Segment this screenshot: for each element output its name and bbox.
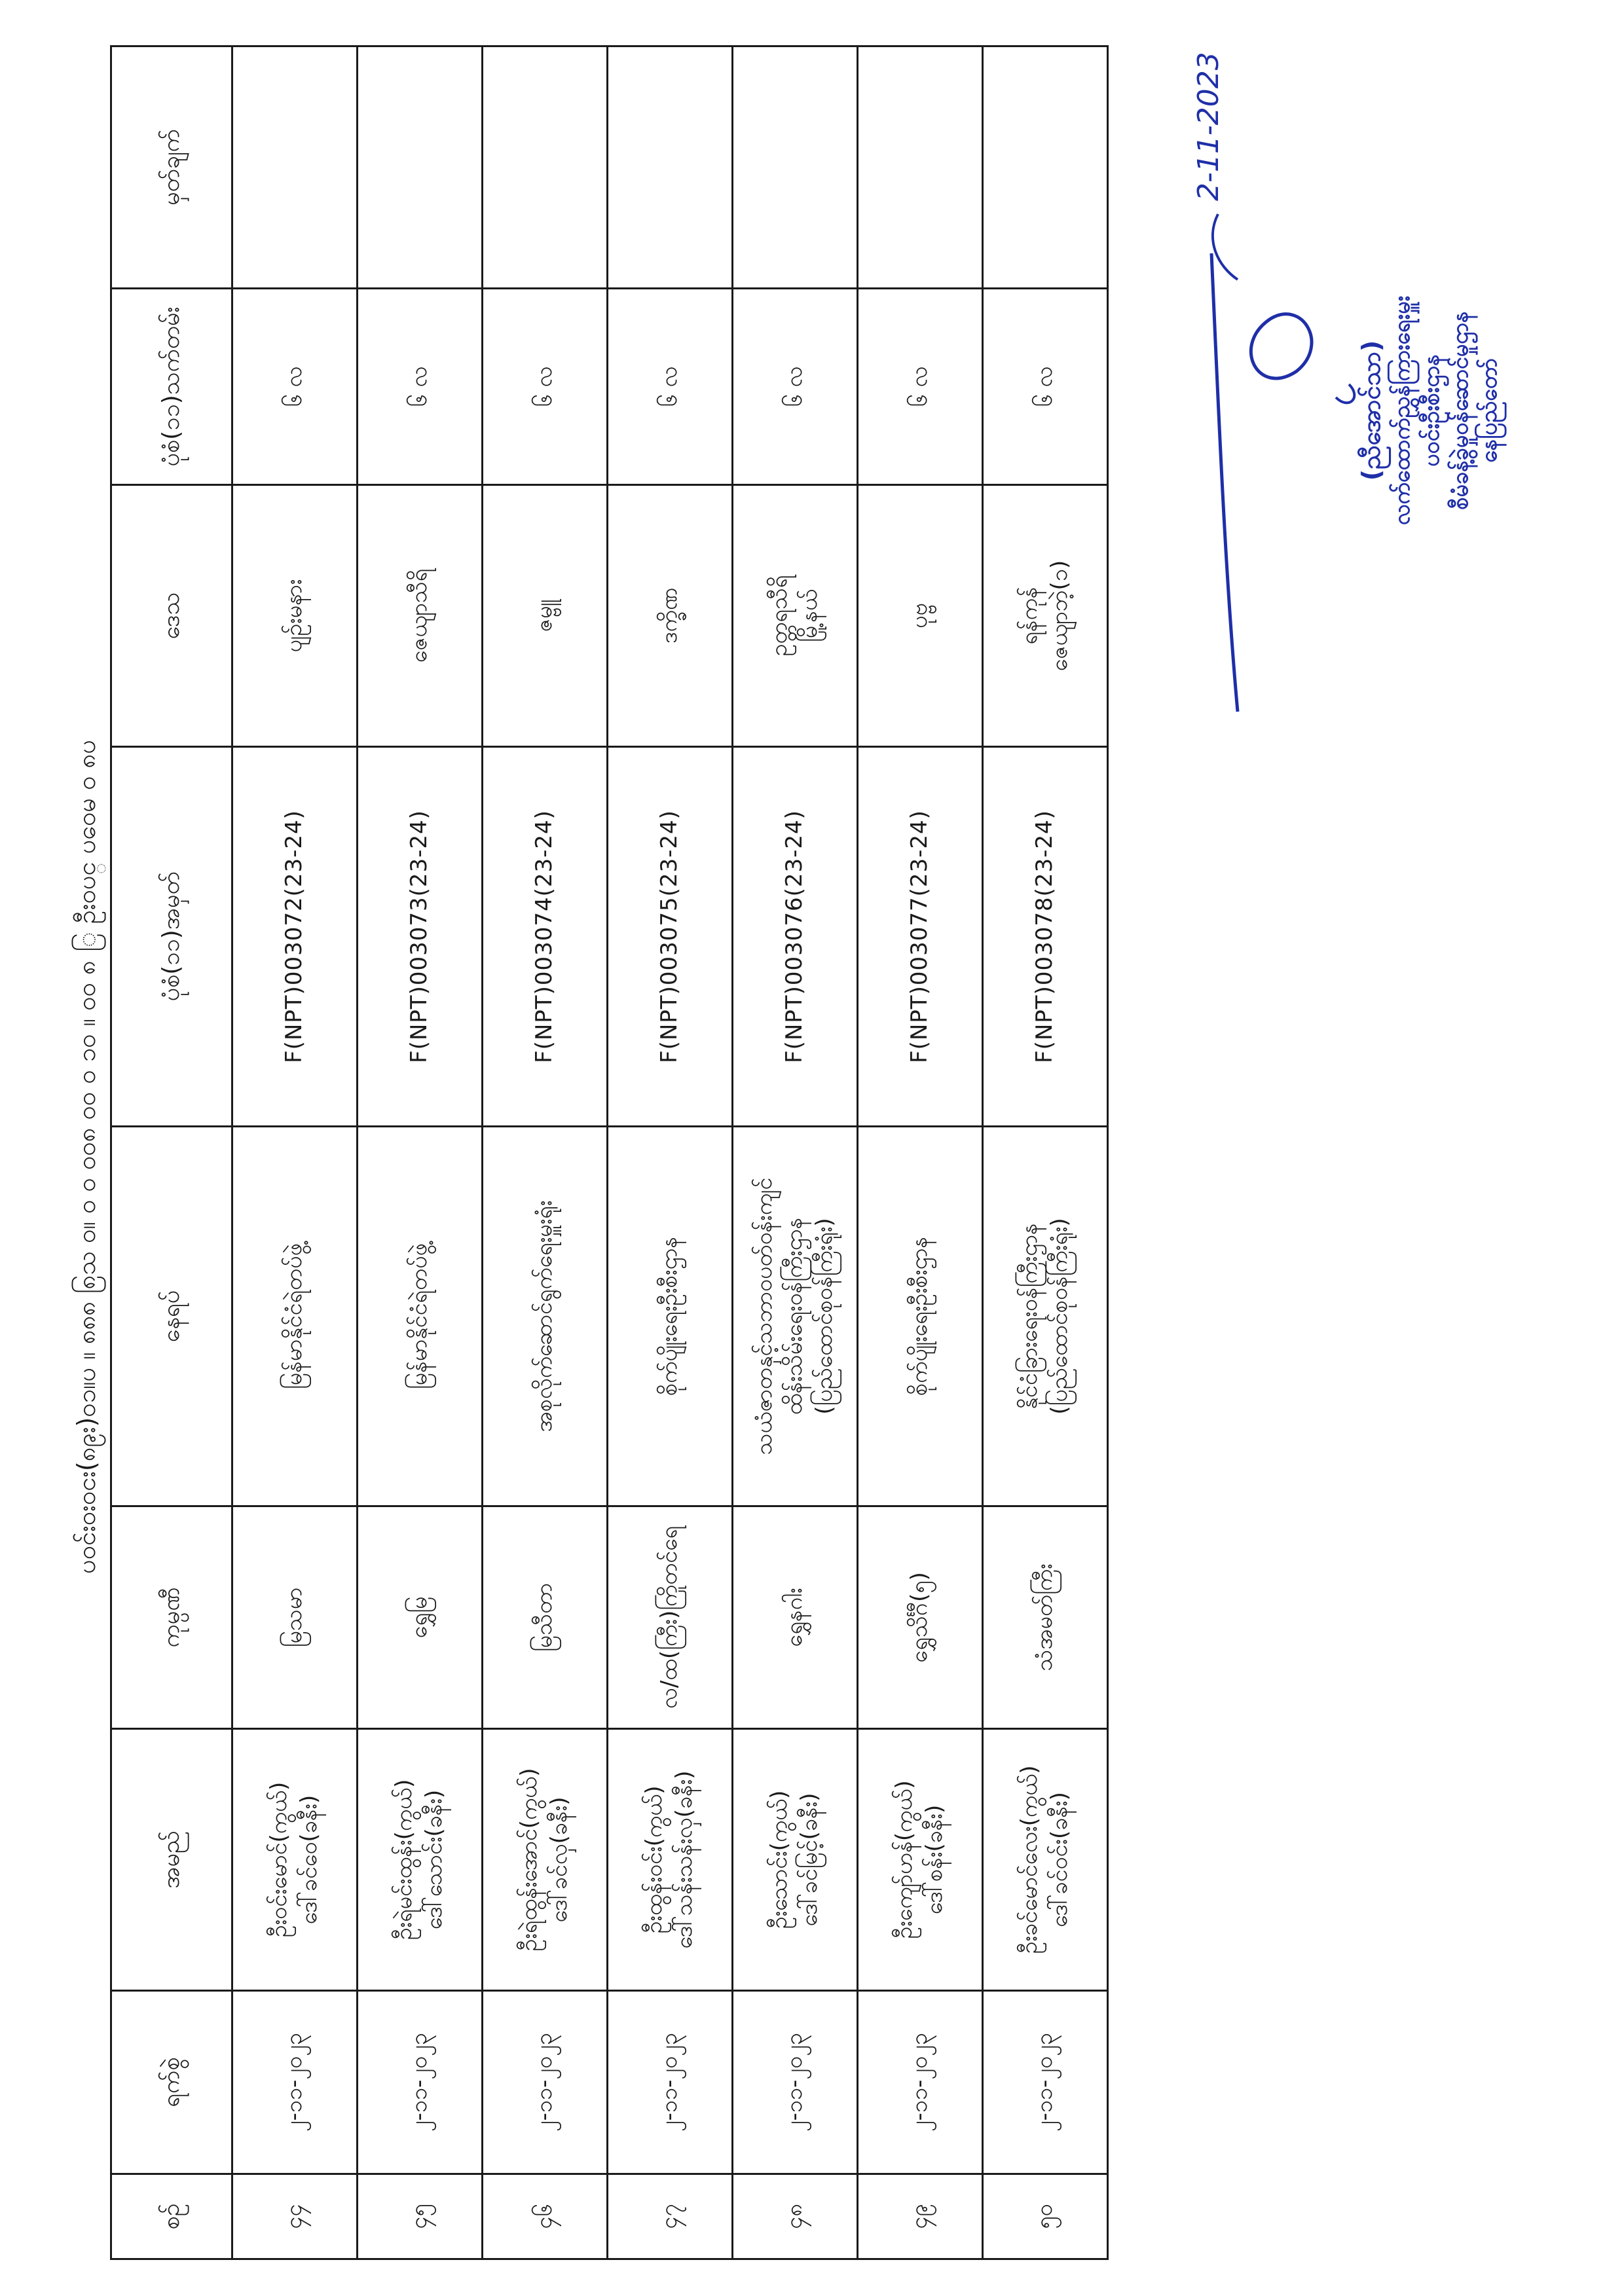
cell-validity: ၆ လ (858, 289, 983, 485)
cell-company: လ/ထ(ကြီး)ကြိုတင်ရေ (608, 1506, 733, 1729)
table-row (232, 46, 358, 2259)
cell-area: ဒက္ခိဏ (608, 485, 733, 747)
cell-address: သယံဇာတနှင့်သဘာဝပတ်ဝန်းကျင် ထိန်းသိမ်းရေးဝန်ကြီးဌာန (ပြည်ထောင်စုဝန်ကြီးရုံး) (733, 1127, 858, 1506)
cell-permit: F(NPT)003074(23-24) (483, 747, 608, 1127)
cell-area: ပျဉ်းမနား (232, 485, 358, 747)
cell-remark (858, 46, 983, 289)
table-row (358, 46, 483, 2259)
cell-validity: ၆ လ (733, 289, 858, 485)
cell-remark (358, 46, 483, 289)
stamp-line-2: လက်ထောက်ညွှန်ကြားရေးမှူး (1389, 295, 1416, 526)
cell-area: ဇမ္ဗူ (483, 485, 608, 747)
cell-validity: ၆ လ (358, 289, 483, 485)
table-body (232, 46, 1108, 2259)
cell-name: ဦးသောင်း(ကွယ်) ဒေါ်ခင်မြင့်(ခနီး) (733, 1729, 858, 1991)
register-table (110, 45, 1109, 2260)
signature-date: 2-11-2023 (1192, 52, 1225, 201)
cell-company: ရွှေမြ (358, 1506, 483, 1729)
table-row (608, 46, 733, 2259)
cell-date: ၂-၁၁-၂၀၂၃ (858, 1991, 983, 2174)
cell-no: ၄၉ (858, 2174, 983, 2259)
cell-date: ၂-၁၁-၂၀၂၃ (483, 1991, 608, 2174)
cell-date: ၂-၁၁-၂၀၂၃ (733, 1991, 858, 2174)
header-address: နေရပ် (111, 1127, 232, 1506)
cell-date: ၂-၁၁-၂၀၂၃ (608, 1991, 733, 2174)
header-validity: ပုံစံ(၁၁)သက်တမ်း (111, 289, 232, 485)
cell-address: နိုင်ငံခြားရေးဝန်ကြီးဌာန (ပြည်ထောင်စုဝန်ကြီးရုံး) (983, 1127, 1108, 1506)
cell-no: ၄၄ (232, 2174, 358, 2259)
cell-name: ဦးရဲထွန်းအောင်(ကွယ်) ဒေါ်ခင်လှ(ခနီး) (483, 1729, 608, 1991)
header-permit: ပုံစံ(၁၁)အမှတ် (111, 747, 232, 1127)
cell-name: ဦးရဲမင်းထွန်း(ကွယ်) ဒေါ်သောင်း(ခနီး) (358, 1729, 483, 1991)
stamp-line-4: စီမံခန့်ခွဲမှုဝန်ဆောင်မှုဌာန (1447, 311, 1473, 510)
cell-validity: ၆ လ (608, 289, 733, 485)
stamp-line-1: (ညီအောင်သာ) (1357, 340, 1386, 481)
header-no: စဉ် (111, 2174, 232, 2259)
header-name: အမည် (111, 1729, 232, 1991)
cell-no: ၄၇ (608, 2174, 733, 2259)
cell-permit: F(NPT)003075(23-24) (608, 747, 733, 1127)
cell-remark (733, 46, 858, 289)
cell-permit: F(NPT)003078(23-24) (983, 747, 1108, 1127)
cell-area: ဇေယျာသီရိ (358, 485, 483, 747)
cell-address: မြန်မာနိုင်ငံရဲတပ်ဖွဲ့ (232, 1127, 358, 1506)
cell-remark (608, 46, 733, 289)
cell-area: ဥတ္တရသီရိ မြို့နယ် (733, 485, 858, 747)
cell-date: ၂-၁၁-၂၀၂၃ (983, 1991, 1108, 2174)
cell-area: ပုဗ္ဗ (858, 485, 983, 747)
table-row (483, 46, 608, 2259)
header-remark: မှတ်ချက် (111, 46, 232, 289)
cell-area: ရန်ကုန် ဇေယျာဘဲ့(၁) (983, 485, 1108, 747)
cell-validity: ၆ လ (483, 289, 608, 485)
header-date: ရက်စွဲ (111, 1991, 232, 2174)
cell-no: ၄၅ (358, 2174, 483, 2259)
cell-name: ဦးကျော်ဟန်(ကွယ်) ဒေါ်စန်း(ခနီး) (858, 1729, 983, 1991)
cell-permit: F(NPT)003077(23-24) (858, 747, 983, 1127)
cell-company: မြသမာ (232, 1506, 358, 1729)
cell-address: စိုက်ပျိုးရေးဦးစီးဌာန (858, 1127, 983, 1506)
cell-name: ဦးခင်မောင်လေး(ကွယ်) ဒေါ်ခင်ဝင်း(ခနီး) (983, 1729, 1108, 1991)
cell-name: ဦးဝင်းမောင်(ကွယ်) ဒေါ်ခင်ဝေ(ခနီး) (232, 1729, 358, 1991)
cell-remark (483, 46, 608, 289)
table-row (858, 46, 983, 2259)
document-title: ပဝင်း၀း၀ငး(၈၉း)၀၁။ပ ။ ၈၈၈ ၈ြသ ၀။ ၀ ၀ ၀၀၈ ၀၀ ၀ ၁၀ ။ ၀၀ ၈ ြ ဦး၀ပင္ ပဝေမ ၀ ၈ပ (72, 740, 101, 1574)
header-area: ဒေသ (111, 485, 232, 747)
cell-company: ရွှေနဂါး (733, 1506, 858, 1729)
cell-permit: F(NPT)003072(23-24) (232, 747, 358, 1127)
stamp-line-5: နေပြည်တော် (1475, 358, 1502, 463)
stamp-line-3: ပဝင်းဦးစီးဌာန (1418, 354, 1445, 467)
cell-company: မြသီတာ (483, 1506, 608, 1729)
table-row (733, 46, 858, 2259)
cell-company: ရွှေသိင်္ဂီ(၅) (858, 1506, 983, 1729)
cell-address: အစုလိုက်ဆောင်ရွက်ရေးမှူးရုံး (483, 1127, 608, 1506)
cell-no: ၄၈ (733, 2174, 858, 2259)
signature-drawing (1022, 0, 1388, 738)
cell-validity: ၆ လ (232, 289, 358, 485)
cell-name: ဦးထွန်းဝင်း(ကွယ်) ဒေါ်သန်းသန်းလှ(ခနီး) (608, 1729, 733, 1991)
cell-date: ၂-၁၁-၂၀၂၃ (358, 1991, 483, 2174)
signature-mark (1022, 0, 1388, 738)
official-stamp (1356, 116, 1604, 705)
cell-date: ၂-၁၁-၂၀၂၃ (232, 1991, 358, 2174)
cell-address: မြန်မာနိုင်ငံရဲတပ်ဖွဲ့ (358, 1127, 483, 1506)
header-company: ကုမ္ပဏီ (111, 1506, 232, 1729)
cell-remark (232, 46, 358, 289)
cell-address: စိုက်ပျိုးရေးဦးစီးဌာန (608, 1127, 733, 1506)
header-row (111, 46, 232, 2259)
cell-no: ၅၀ (983, 2174, 1108, 2259)
cell-permit: F(NPT)003073(23-24) (358, 747, 483, 1127)
cell-no: ၄၆ (483, 2174, 608, 2259)
cell-company: သံအမတ်ကြီး (983, 1506, 1108, 1729)
cell-permit: F(NPT)003076(23-24) (733, 747, 858, 1127)
cell-validity: ၆ လ (983, 289, 1108, 485)
